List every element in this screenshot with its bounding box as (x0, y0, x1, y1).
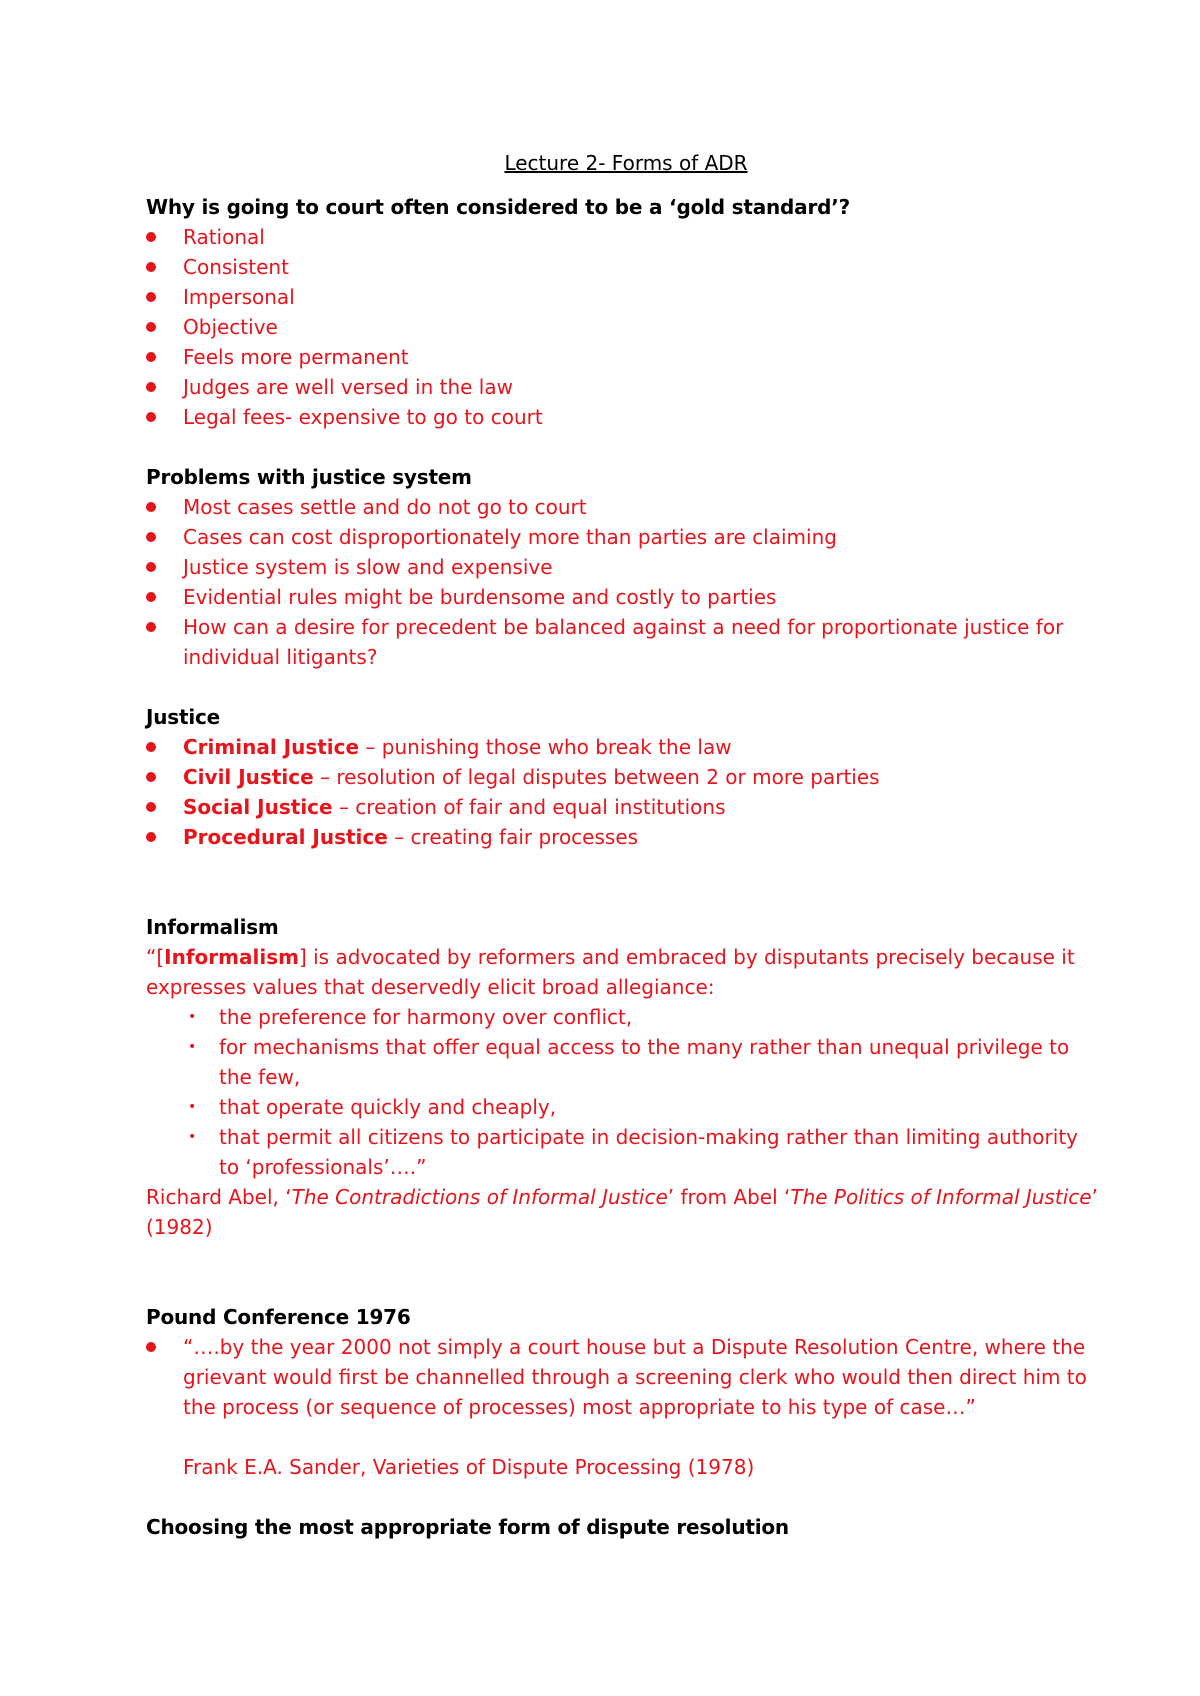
list-item: Civil Justice – resolution of legal disputes between 2 or more parties (146, 762, 1100, 792)
bullet-icon (146, 292, 156, 302)
page-title: Lecture 2- Forms of ADR (504, 151, 748, 175)
bullet-icon (146, 502, 156, 512)
bullet-icon (146, 352, 156, 362)
gold-standard-list (146, 222, 1100, 432)
list-item: • for mechanisms that offer equal access to the many rather than unequal privilege to the few, (146, 1032, 1100, 1092)
list-item: Objective (146, 312, 1100, 342)
list-item: Most cases settle and do not go to court (146, 492, 1100, 522)
section-heading-gold-standard: Why is going to court often considered to be a ‘gold standard’? (146, 195, 851, 219)
justice-list (146, 732, 1100, 852)
justice-term: Criminal Justice (183, 735, 360, 759)
list-item: Impersonal (146, 282, 1100, 312)
bullet-icon (146, 412, 156, 422)
list-item: Criminal Justice – punishing those who break the law (146, 732, 1100, 762)
bullet-icon (146, 772, 156, 782)
list-item: Judges are well versed in the law (146, 372, 1100, 402)
bullet-icon (146, 382, 156, 392)
problems-list (146, 492, 1100, 672)
list-item: How can a desire for precedent be balanced against a need for proportionate justice for individual litigants? (146, 612, 1100, 672)
bullet-icon (146, 1342, 156, 1352)
bullet-icon (146, 802, 156, 812)
list-item: Legal fees- expensive to go to court (146, 402, 1100, 432)
small-bullet-icon: • (188, 1009, 197, 1025)
list-item: “….by the year 2000 not simply a court house but a Dispute Resolution Centre, where the grievant would first be channelled through a screening clerk who would then direct him to the process (or sequence of processes) most appropriate to his type of case…” (146, 1332, 1100, 1422)
list-item: Cases can cost disproportionately more than parties are claiming (146, 522, 1100, 552)
justice-term: Social Justice (183, 795, 333, 819)
section-heading-informalism: Informalism (146, 915, 279, 939)
bullet-icon (146, 592, 156, 602)
list-item: Feels more permanent (146, 342, 1100, 372)
section-heading-problems: Problems with justice system (146, 465, 472, 489)
bullet-icon (146, 262, 156, 272)
section-heading-justice: Justice (146, 705, 221, 729)
informalism-list (146, 1002, 1100, 1182)
list-item: • the preference for harmony over conflict, (146, 1002, 1100, 1032)
list-item: Justice system is slow and expensive (146, 552, 1100, 582)
bullet-icon (146, 562, 156, 572)
list-item: Procedural Justice – creating fair processes (146, 822, 1100, 852)
bullet-icon (146, 622, 156, 632)
list-item: Rational (146, 222, 1100, 252)
list-item: Consistent (146, 252, 1100, 282)
pound-conference-citation: Frank E.A. Sander, Varieties of Dispute Processing (1978) (183, 1455, 755, 1479)
list-item: Evidential rules might be burdensome and costly to parties (146, 582, 1100, 612)
informalism-quote: “[Informalism] is advocated by reformers and embraced by disputants precisely because it expresses values that deservedly elicit broad allegiance: (146, 945, 1075, 999)
small-bullet-icon: • (188, 1129, 197, 1145)
bullet-icon (146, 832, 156, 842)
pound-conference-list (146, 1332, 1100, 1422)
justice-term: Civil Justice (183, 765, 314, 789)
section-heading-choosing: Choosing the most appropriate form of dispute resolution (146, 1515, 789, 1539)
bullet-icon (146, 232, 156, 242)
informalism-citation: Richard Abel, ‘The Contradictions of Informal Justice’ from Abel ‘The Politics of Informal Justice’ (1982) (146, 1185, 1098, 1239)
bullet-icon (146, 322, 156, 332)
bullet-icon (146, 532, 156, 542)
list-item: • that permit all citizens to participate in decision-making rather than limiting authority to ‘professionals’….” (146, 1122, 1100, 1182)
list-item: • that operate quickly and cheaply, (146, 1092, 1100, 1122)
small-bullet-icon: • (188, 1039, 197, 1055)
justice-term: Procedural Justice (183, 825, 388, 849)
bullet-icon (146, 742, 156, 752)
list-item: Social Justice – creation of fair and equal institutions (146, 792, 1100, 822)
informalism-term: Informalism (164, 945, 299, 969)
small-bullet-icon: • (188, 1099, 197, 1115)
section-heading-pound-conference: Pound Conference 1976 (146, 1305, 411, 1329)
